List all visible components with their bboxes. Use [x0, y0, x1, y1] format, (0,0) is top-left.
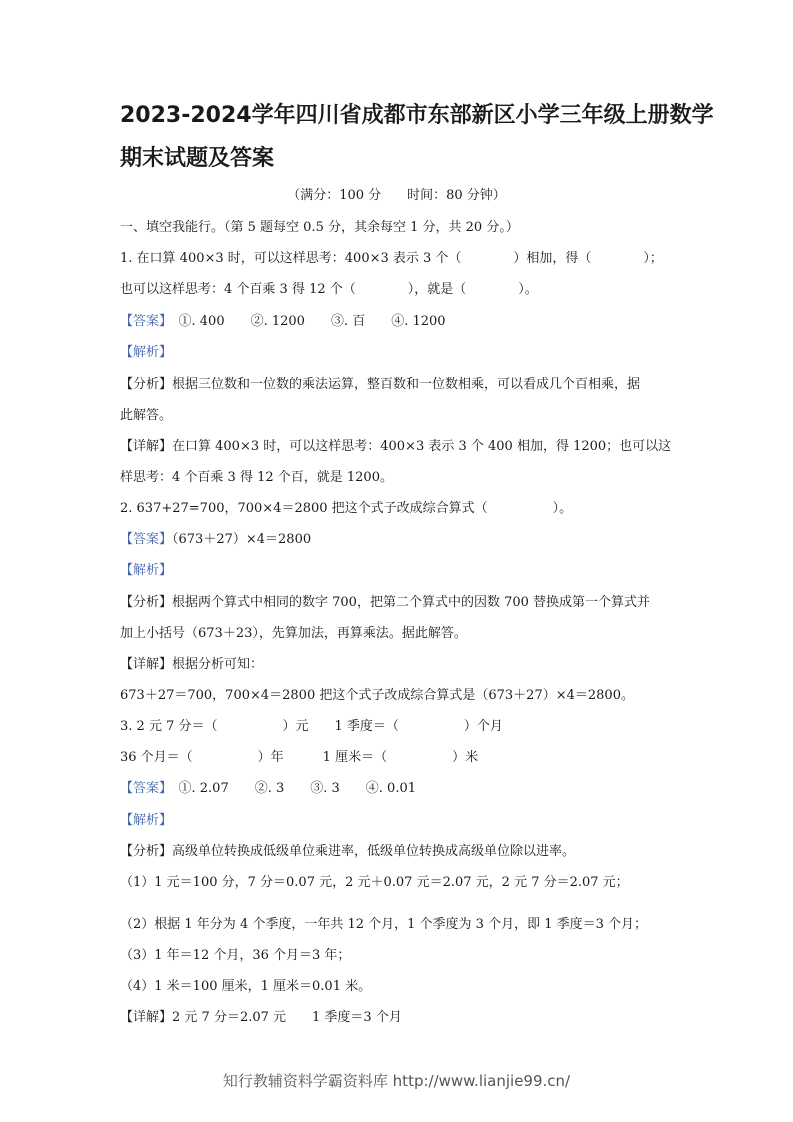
q3-analysis-line-5: （4）1 米＝100 厘米，1 厘米＝0.01 米。: [120, 979, 372, 994]
answer-tag: 【答案】: [120, 314, 166, 329]
q1-detail-line-2: 样思考：4 个百乘 3 得 12 个百，就是 1200。: [120, 470, 393, 485]
answer-values: ①. 400 ②. 1200 ③. 百 ④. 1200: [165, 314, 446, 329]
answer-tag: 【答案】: [120, 532, 173, 547]
q2-text: 2. 637+27=700，700×4＝2800 把这个式子改成综合算式（ ）。: [120, 501, 573, 516]
footer-watermark: 知行教辅资料学霸资料库 http://www.lianjie99.cn/: [222, 1072, 571, 1090]
q1-analysis-line-1: 【分析】根据三位数和一位数的乘法运算，整百数和一位数相乘，可以看成几个百相乘，据: [120, 377, 641, 392]
document-title-line-1: 2023-2024学年四川省成都市东部新区小学三年级上册数学: [120, 103, 714, 128]
q3-analysis-line-3: （2）根据 1 年分为 4 个季度，一年共 12 个月，1 个季度为 3 个月，即 1 季度＝3 个月；: [120, 917, 648, 932]
q1-jiexi-tag: 【解析】: [120, 345, 173, 360]
q2-answer: [120, 531, 311, 549]
q1-answer: [120, 313, 446, 331]
q1-analysis-line-2: 此解答。: [120, 408, 173, 423]
q3-text-line-1: 3. 2 元 7 分＝（ ）元 1 季度＝（ ）个月: [120, 719, 503, 734]
q3-jiexi-tag: 【解析】: [120, 813, 173, 828]
q1-detail-line-1: 【详解】在口算 400×3 时，可以这样思考：400×3 表示 3 个 400 相加，得 1200；也可以这: [120, 439, 672, 454]
document-title-line-2: 期末试题及答案: [120, 146, 275, 171]
q2-jiexi-tag: 【解析】: [120, 563, 173, 578]
q1-text-line-2: 也可以这样思考：4 个百乘 3 得 12 个（ ），就是（ ）。: [120, 282, 538, 297]
q1-text-line-1: 1. 在口算 400×3 时，可以这样思考：400×3 表示 3 个（ ）相加，得（ ）；: [120, 251, 663, 266]
q3-analysis-line-2: （1）1 元＝100 分，7 分＝0.07 元，2 元＋0.07 元＝2.07 元，2 元 7 分＝2.07 元；: [120, 875, 629, 890]
q3-answer: [120, 780, 416, 798]
q3-detail-line-1: 【详解】2 元 7 分＝2.07 元 1 季度＝3 个月: [120, 1010, 402, 1025]
q2-detail-line-1: 【详解】根据分析可知：: [120, 657, 264, 672]
answer-values: （673＋27）×4＝2800: [172, 532, 312, 547]
exam-meta: （满分：100 分 时间：80 分钟）: [287, 188, 506, 203]
q3-analysis-line-4: （3）1 年＝12 个月，36 个月＝3 年；: [120, 948, 351, 963]
q2-detail-line-2: 673＋27＝700，700×4＝2800 把这个式子改成综合算式是（673＋27）×4＝2800。: [120, 688, 634, 703]
section-heading: 一、填空我能行。（第 5 题每空 0.5 分，其余每空 1 分，共 20 分。）: [120, 220, 519, 235]
q2-analysis-line-1: 【分析】根据两个算式中相同的数字 700，把第二个算式中的因数 700 替换成第一个算式并: [120, 595, 651, 610]
answer-values: ①. 2.07 ②. 3 ③. 3 ④. 0.01: [165, 781, 417, 796]
answer-tag: 【答案】: [120, 781, 166, 796]
q2-analysis-line-2: 加上小括号（673＋23），先算加法，再算乘法。据此解答。: [120, 626, 467, 641]
q3-analysis-line-1: 【分析】高级单位转换成低级单位乘进率，低级单位转换成高级单位除以进率。: [120, 844, 576, 859]
q3-text-line-2: 36 个月＝（ ）年 1 厘米＝（ ）米: [120, 750, 479, 765]
